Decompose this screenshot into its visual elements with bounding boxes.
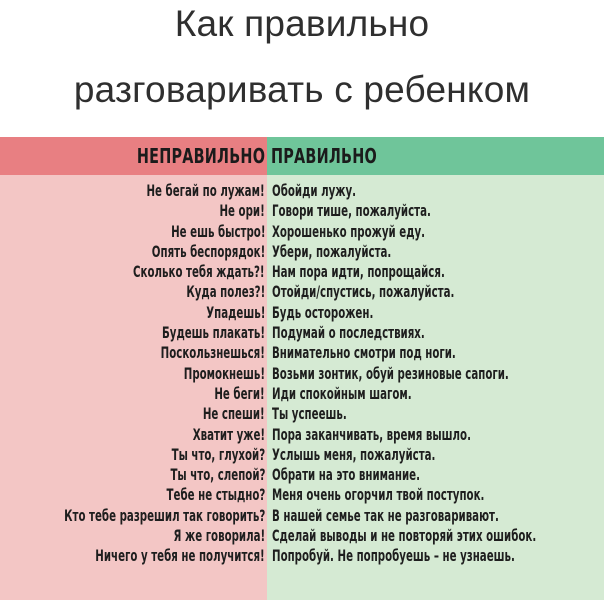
- wrong-phrase: Не ешь быстро!: [170, 221, 265, 241]
- wrong-phrase: Ничего у тебя не получится!: [95, 546, 265, 566]
- right-phrase: Внимательно смотри под ноги.: [272, 343, 456, 363]
- wrong-phrase: Поскользнешься!: [160, 343, 265, 363]
- table-row: [0, 506, 604, 526]
- wrong-phrase: Тебе не стыдно?: [166, 485, 265, 505]
- wrong-phrase: Опять беспорядок!: [151, 241, 265, 261]
- table-row: [0, 485, 604, 505]
- table-row: [0, 445, 604, 465]
- right-phrase: Сделай выводы и не повторяй этих ошибок.: [272, 526, 537, 546]
- right-phrase: Подумай о последствиях.: [272, 323, 425, 343]
- table-row: [0, 465, 604, 485]
- wrong-phrase: Не спеши!: [203, 404, 265, 424]
- table-rows: [0, 181, 604, 567]
- table-row: [0, 323, 604, 343]
- table-row: [0, 181, 604, 201]
- wrong-phrase: Кто тебе разрешил так говорить?: [63, 505, 265, 525]
- wrong-phrase: Хватит уже!: [192, 424, 265, 444]
- right-phrase: Говори тише, пожалуйста.: [272, 201, 431, 221]
- right-phrase: Обойди лужу.: [272, 181, 357, 200]
- title-line-2: разговаривать с ребенком: [73, 69, 531, 110]
- right-phrase: Ты успеешь.: [272, 404, 347, 424]
- right-phrase: Меня очень огорчил твой поступок.: [272, 485, 485, 505]
- wrong-phrase: Ты что, глухой?: [171, 444, 265, 464]
- right-phrase: Пора заканчивать, время вышло.: [272, 424, 471, 444]
- right-header-label: ПРАВИЛЬНО: [271, 144, 377, 168]
- right-phrase: Нам пора идти, попрощайся.: [272, 262, 445, 282]
- right-phrase: Услышь меня, пожалуйста.: [272, 444, 436, 464]
- right-phrase: Обрати на это внимание.: [272, 465, 421, 485]
- wrong-header-label: НЕПРАВИЛЬНО: [136, 144, 265, 168]
- right-phrase: Возьми зонтик, обуй резиновые сапоги.: [272, 363, 509, 383]
- wrong-phrase: Не бегай по лужам!: [146, 181, 265, 200]
- right-phrase: Будь осторожен.: [272, 302, 374, 322]
- table-row: [0, 546, 604, 566]
- right-phrase: Хорошенько прожуй еду.: [272, 221, 426, 241]
- wrong-phrase: Куда полез?!: [186, 282, 265, 302]
- right-phrase: Убери, пожалуйста.: [272, 241, 392, 261]
- wrong-phrase: Упадешь!: [205, 302, 265, 322]
- table-row: [0, 242, 604, 262]
- wrong-phrase: Я же говорила!: [173, 526, 265, 546]
- wrong-phrase: Не ори!: [219, 201, 265, 221]
- table-row: [0, 201, 604, 221]
- table-row: [0, 364, 604, 384]
- table-row: [0, 222, 604, 242]
- wrong-phrase: Промокнешь!: [183, 363, 265, 383]
- wrong-phrase: Будешь плакать!: [161, 323, 265, 343]
- table-row: [0, 343, 604, 363]
- table-row: [0, 404, 604, 424]
- table-row: [0, 425, 604, 445]
- title-line-1: Как правильно: [174, 3, 430, 44]
- wrong-phrase: Ты что, слепой?: [169, 465, 265, 485]
- table-row: [0, 262, 604, 282]
- wrong-phrase: Не беги!: [214, 383, 265, 403]
- table-row: [0, 384, 604, 404]
- comparison-table: [0, 137, 604, 600]
- right-phrase: Иди спокойным шагом.: [272, 383, 412, 403]
- wrong-phrase: Сколько тебя ждать?!: [133, 262, 265, 282]
- right-phrase: Отойди/спустись, пожалуйста.: [272, 282, 455, 302]
- right-phrase: Попробуй. Не попробуешь – не узнаешь.: [272, 546, 515, 566]
- table-row: [0, 282, 604, 302]
- table-row: [0, 303, 604, 323]
- right-phrase: В нашей семье так не разговаривают.: [272, 505, 499, 525]
- table-row: [0, 526, 604, 546]
